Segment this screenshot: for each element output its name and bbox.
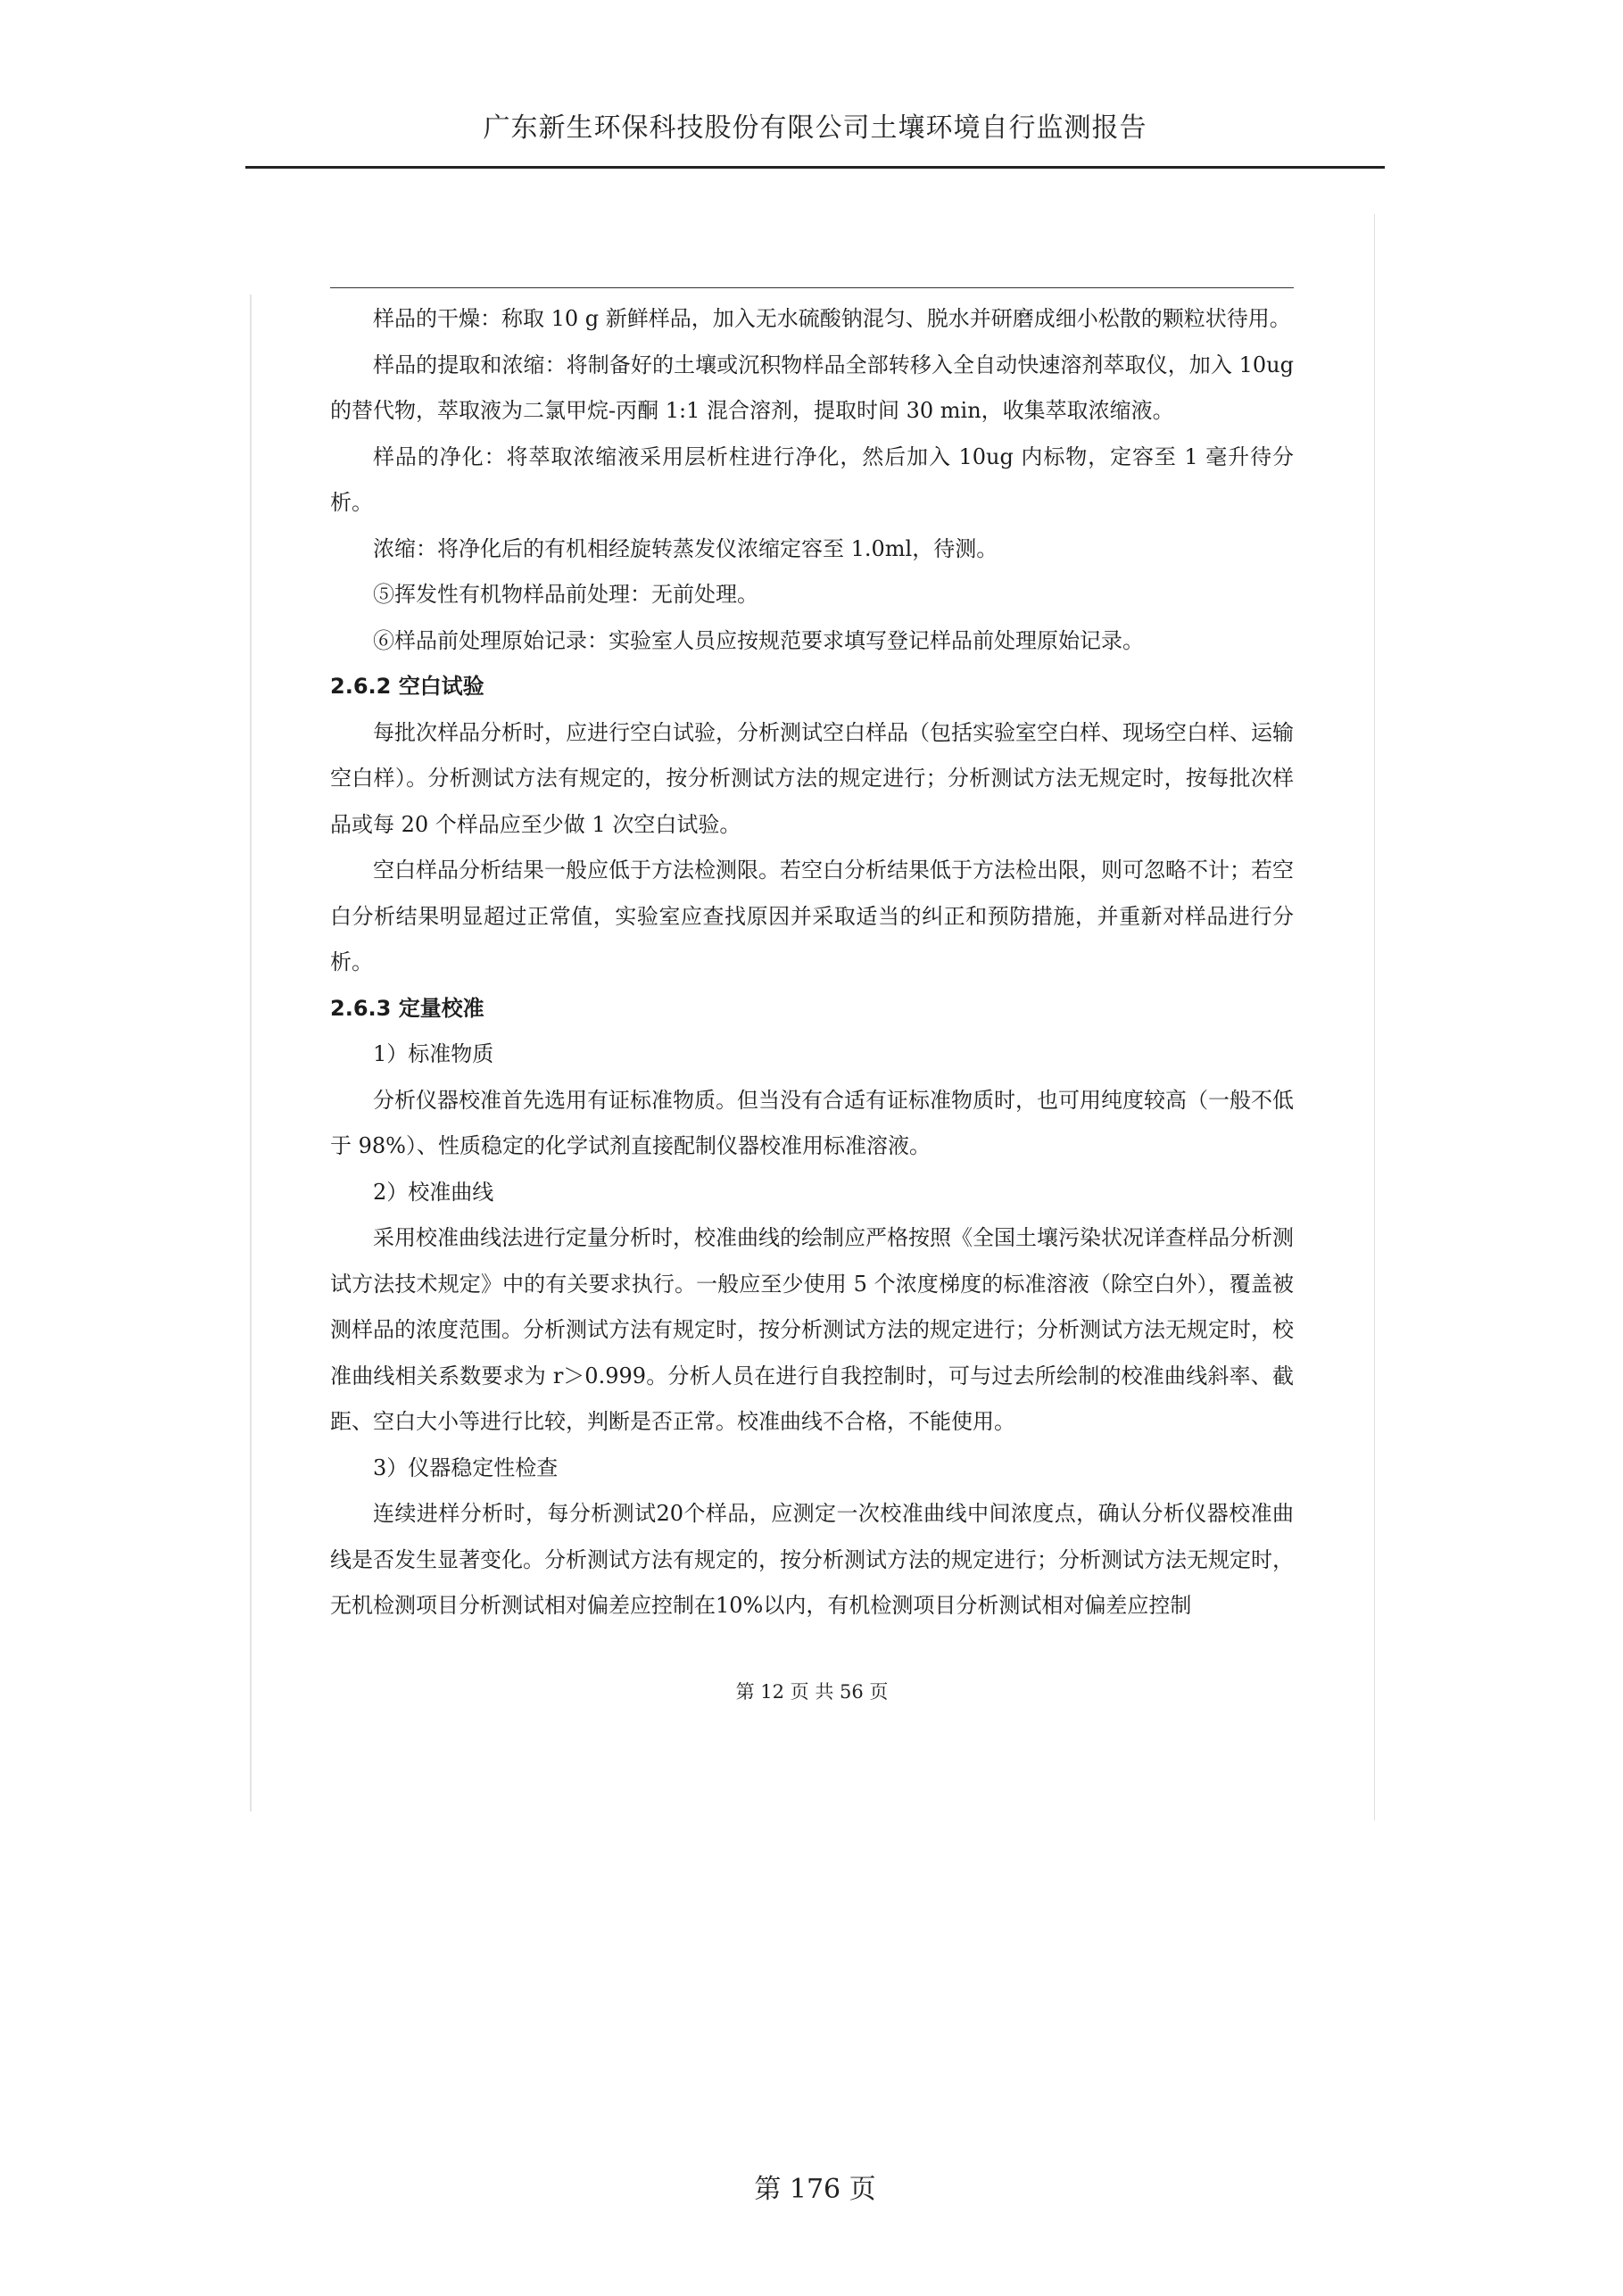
scan-edge-left — [250, 294, 252, 1811]
header-rule — [245, 166, 1385, 169]
paragraph-concentration: 浓缩：将净化后的有机相经旋转蒸发仪浓缩定容至 1.0ml，待测。 — [373, 535, 998, 561]
paragraph-blank-test-1: 每批次样品分析时，应进行空白试验，分析测试空白样品（包括实验室空白样、现场空白样、运输空白样）。分析测试方法有规定的，按分析测试方法的规定进行；分析测试方法无规定时，按每批次样品或每 20 个样品应至少做 1 次空白试验。 — [330, 719, 1294, 837]
paragraph-standard-material: 分析仪器校准首先选用有证标准物质。但当没有合适有证标准物质时，也可用纯度较高（一般不低于 98%）、性质稳定的化学试剂直接配制仪器校准用标准溶液。 — [330, 1087, 1294, 1158]
subheading-instrument-stability: 3）仪器稳定性检查 — [373, 1455, 559, 1480]
paragraph-sample-purification: 样品的净化：将萃取浓缩液采用层析柱进行净化，然后加入 10ug 内标物，定容至 1 毫升待分析。 — [330, 443, 1294, 515]
paragraph-sample-extraction: 样品的提取和浓缩：将制备好的土壤或沉积物样品全部转移入全自动快速溶剂萃取仪，加入 10ug 的替代物，萃取液为二氯甲烷-丙酮 1:1 混合溶剂，提取时间 30 min，收集萃取浓缩液。 — [330, 352, 1294, 423]
subheading-calibration-curve: 2）校准曲线 — [373, 1179, 494, 1205]
outer-page-number: 第 176 页 — [754, 2174, 876, 2205]
paragraph-blank-test-2: 空白样品分析结果一般应低于方法检测限。若空白分析结果低于方法检出限，则可忽略不计；若空白分析结果明显超过正常值，实验室应查找原因并采取适当的纠正和预防措施，并重新对样品进行分析。 — [330, 858, 1294, 974]
section-heading-blank-test: 2.6.2 空白试验 — [330, 674, 484, 699]
page-body — [330, 296, 1294, 1629]
section-heading-quantitative-calibration: 2.6.3 定量校准 — [330, 995, 484, 1021]
paragraph-pretreatment-records: ⑥样品前处理原始记录：实验室人员应按规范要求填写登记样品前处理原始记录。 — [373, 627, 1144, 653]
paragraph-calibration-curve: 采用校准曲线法进行定量分析时，校准曲线的绘制应严格按照《全国土壤污染状况详查样品分析测试方法技术规定》中的有关要求执行。一般应至少使用 5 个浓度梯度的标准溶液（除空白外），覆盖被测样品的浓度范围。分析测试方法有规定时，按分析测试方法的规定进行；分析测试方法无规定时，校准曲线相关系数要求为 r＞0.999。分析人员在进行自我控制时，可与过去所绘制的校准曲线斜率、截距、空白大小等进行比较，判断是否正常。校准曲线不合格，不能使用。 — [330, 1225, 1294, 1434]
subheading-standard-material: 1）标准物质 — [373, 1041, 494, 1066]
inner-page-number: 第 12 页 共 56 页 — [735, 1681, 889, 1703]
paragraph-instrument-stability: 连续进样分析时，每分析测试20个样品，应测定一次校准曲线中间浓度点，确认分析仪器校准曲线是否发生显著变化。分析测试方法有规定的，按分析测试方法的规定进行；分析测试方法无规定时，无机检测项目分析测试相对偏差应控制在10%以内，有机检测项目分析测试相对偏差应控制 — [330, 1501, 1294, 1618]
report-header: 广东新生环保科技股份有限公司土壤环境自行监测报告 — [483, 112, 1147, 144]
paragraph-sample-drying: 样品的干燥：称取 10 g 新鲜样品，加入无水硫酸钠混匀、脱水并研磨成细小松散的颗粒状待用。 — [373, 306, 1291, 331]
inner-page-rule — [330, 287, 1294, 288]
scan-edge-right — [1374, 214, 1375, 1820]
paragraph-voc-pretreatment: ⑤挥发性有机物样品前处理：无前处理。 — [373, 582, 758, 607]
